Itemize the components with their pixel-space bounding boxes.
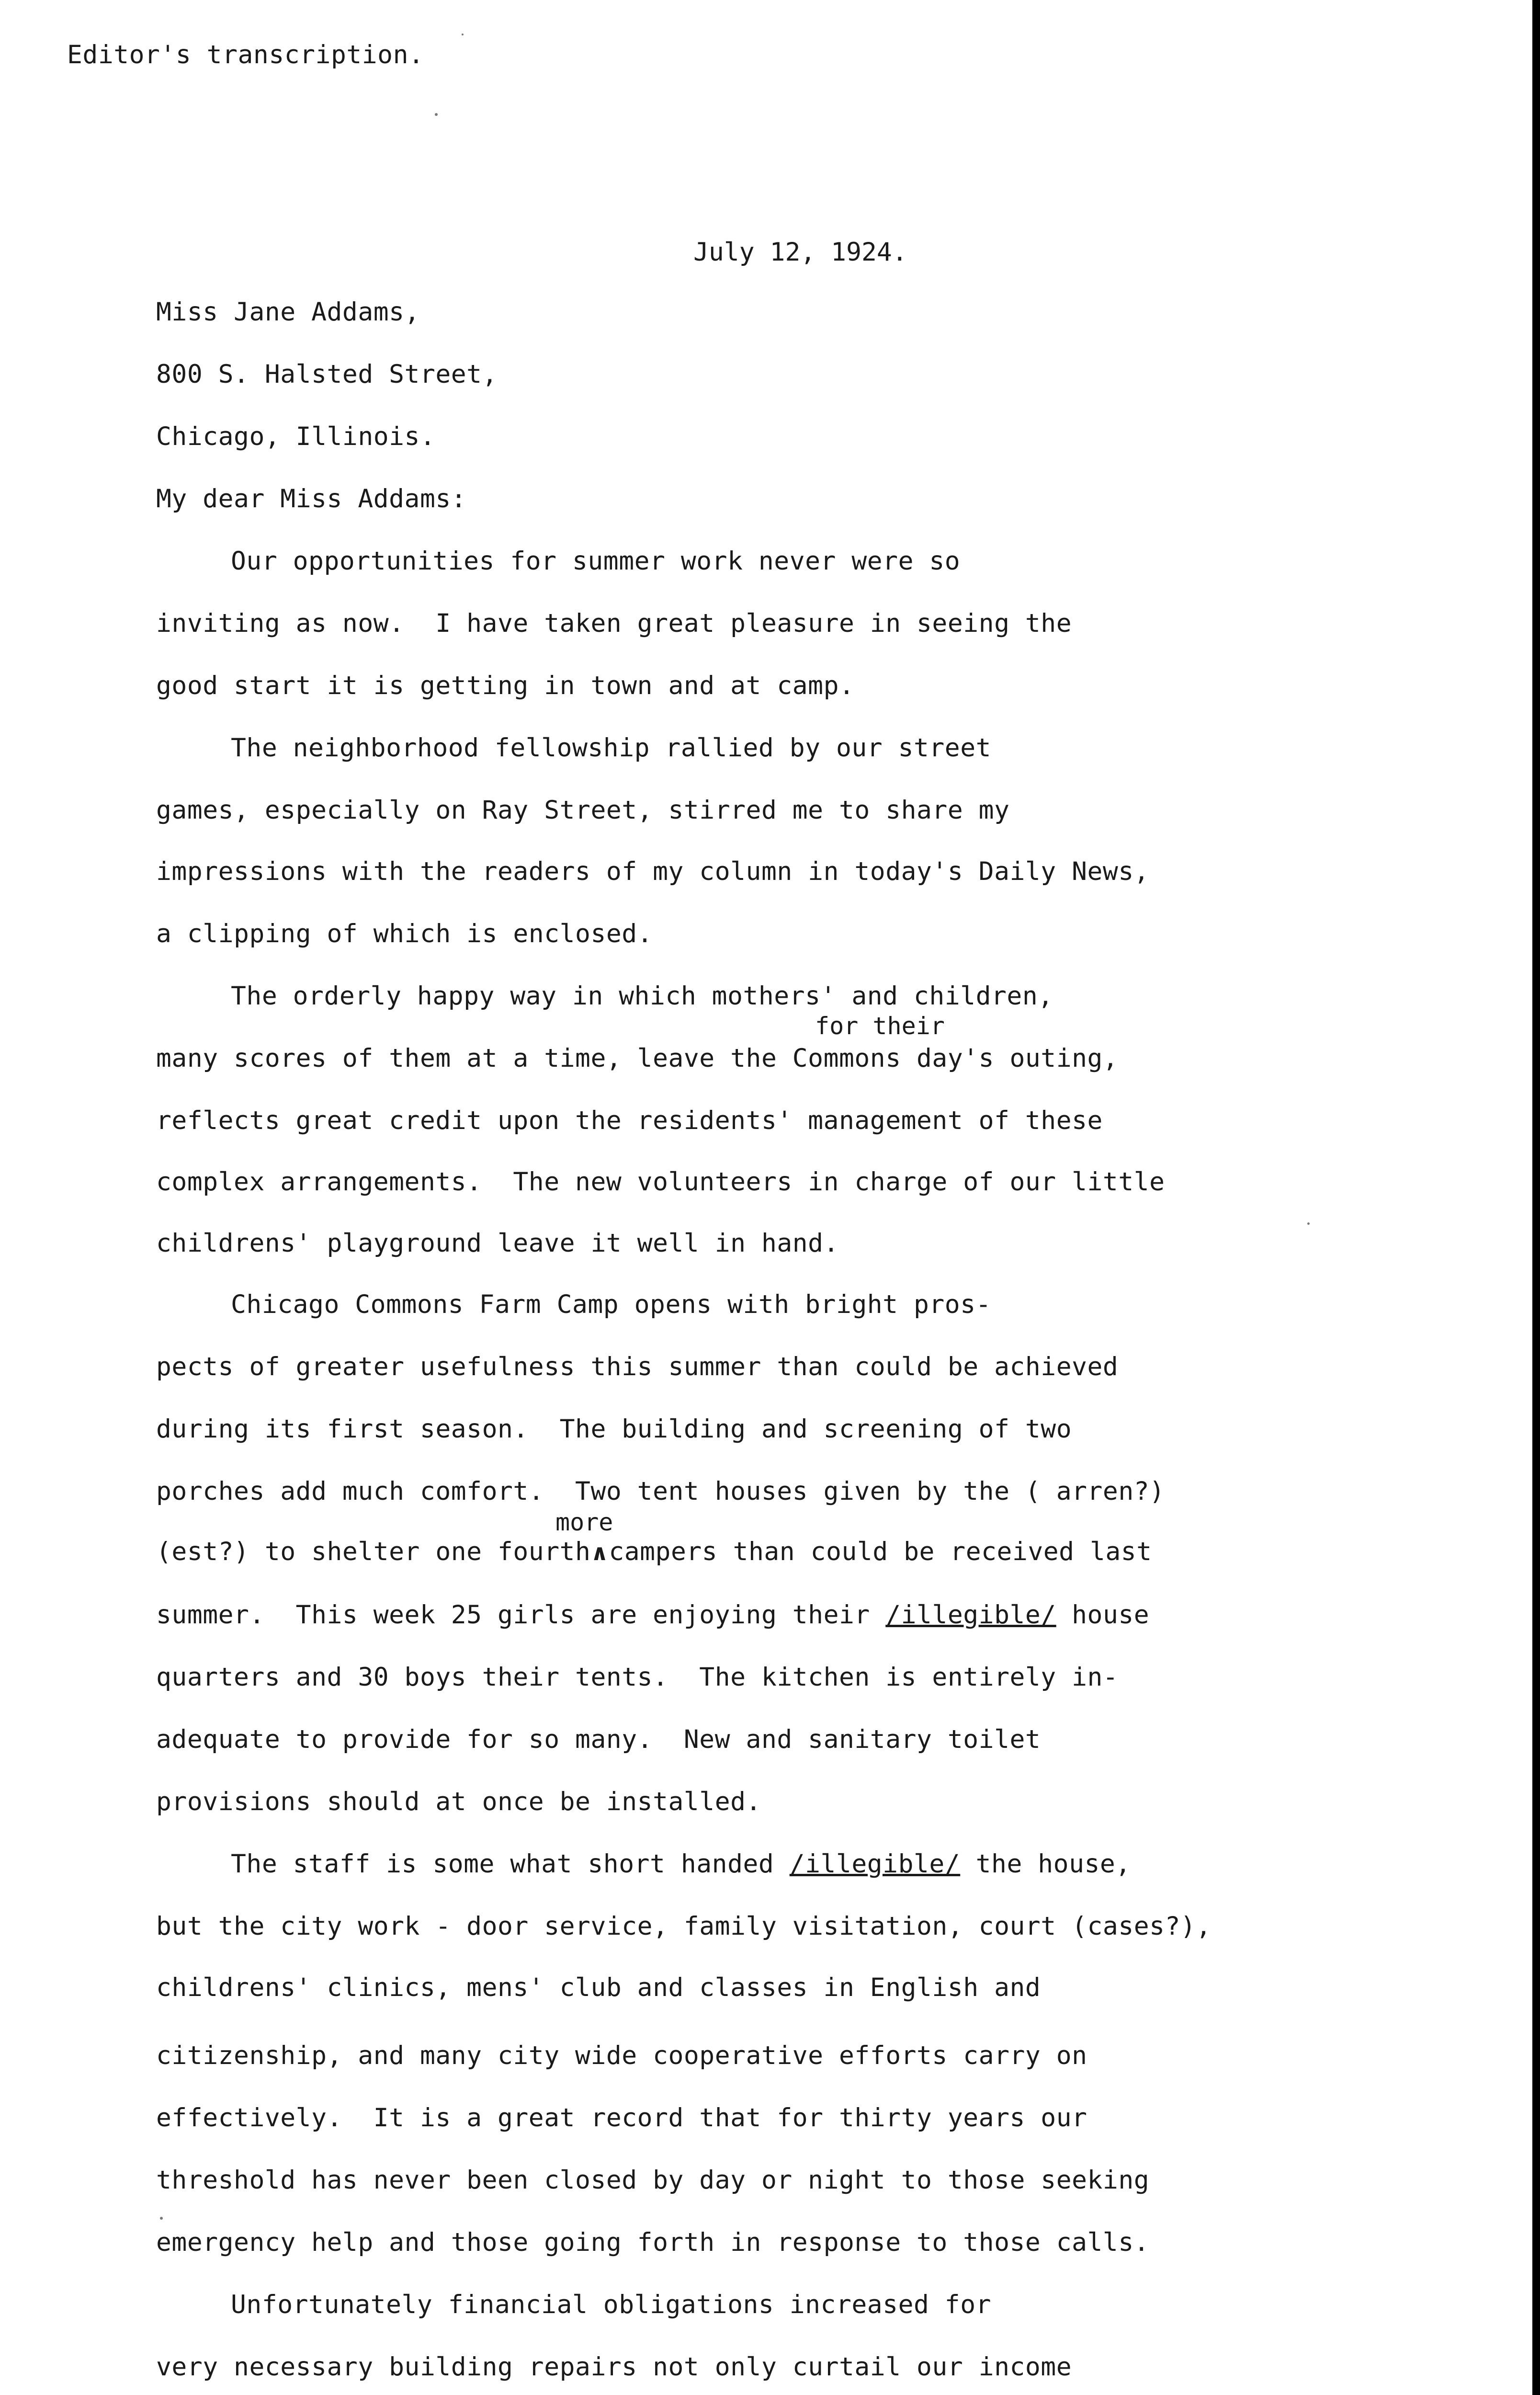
body-line: complex arrangements. The new volunteers in charge of our little: [156, 1167, 1165, 1197]
scan-speck: [462, 34, 464, 35]
body-line: citizenship, and many city wide cooperative efforts carry on: [156, 2041, 1087, 2070]
body-line: pects of greater usefulness this summer than could be achieved: [156, 1352, 1119, 1381]
body-line: childrens' playground leave it well in hand.: [156, 1229, 839, 1258]
body-line: The neighborhood fellowship rallied by our street: [231, 733, 992, 763]
body-line: impressions with the readers of my column in today's Daily News,: [156, 857, 1150, 886]
insertion-caret: ∧: [590, 1540, 609, 1565]
interlinear-insertion: more: [555, 1508, 613, 1536]
body-line-segment: (est?) to shelter one fourth: [156, 1537, 591, 1566]
body-line: [156, 1601, 1149, 1630]
scan-speck: [1307, 1222, 1310, 1225]
letter-date: July 12, 1924.: [693, 238, 907, 267]
body-line: a clipping of which is enclosed.: [156, 919, 653, 948]
body-line: emergency help and those going forth in response to those calls.: [156, 2228, 1150, 2257]
body-line: Unfortunately financial obligations increased for: [231, 2290, 992, 2319]
body-line: good start it is getting in town and at camp.: [156, 671, 855, 700]
body-line: reflects great credit upon the residents' management of these: [156, 1106, 1103, 1135]
body-line: provisions should at once be installed.: [156, 1787, 761, 1816]
body-line: porches add much comfort. Two tent houses given by the ( arren?): [156, 1477, 1165, 1506]
body-line-segment: house: [1056, 1600, 1150, 1630]
body-line-segment: The staff is some what short handed: [231, 1849, 790, 1879]
scan-speck: [435, 113, 438, 116]
body-line: [156, 1538, 1152, 1567]
body-line: Chicago Commons Farm Camp opens with bright pros-: [231, 1290, 992, 1319]
illegible-mark: /illegible/: [885, 1600, 1056, 1630]
body-line: during its first season. The building and screening of two: [156, 1414, 1072, 1444]
scan-speck: [160, 2217, 163, 2220]
body-line: [231, 1850, 1131, 1879]
editor-note: Editor's transcription.: [67, 40, 424, 69]
body-line: effectively. It is a great record that for thirty years our: [156, 2103, 1087, 2133]
recipient-city: Chicago, Illinois.: [156, 422, 436, 451]
body-line: The orderly happy way in which mothers' and children,: [231, 981, 1053, 1011]
body-line-segment: campers than could be received last: [609, 1537, 1152, 1566]
body-line: but the city work - door service, family visitation, court (cases?),: [156, 1912, 1212, 1941]
body-line-segment: summer. This week 25 girls are enjoying their: [156, 1600, 886, 1630]
body-line: quarters and 30 boys their tents. The kitchen is entirely in-: [156, 1663, 1119, 1692]
illegible-mark: /illegible/: [789, 1849, 961, 1879]
body-line: threshold has never been closed by day or night to those seeking: [156, 2166, 1150, 2195]
body-line-segment: the house,: [960, 1849, 1131, 1879]
recipient-name: Miss Jane Addams,: [156, 297, 420, 327]
body-line: Our opportunities for summer work never were so: [231, 547, 961, 576]
recipient-street: 800 S. Halsted Street,: [156, 360, 498, 389]
body-line: inviting as now. I have taken great pleasure in seeing the: [156, 609, 1072, 638]
interlinear-insertion: for their: [815, 1012, 945, 1040]
body-line: adequate to provide for so many. New and sanitary toilet: [156, 1725, 1041, 1754]
body-line: many scores of them at a time, leave the Commons day's outing,: [156, 1044, 1119, 1073]
body-line: childrens' clinics, mens' club and classes in English and: [156, 1973, 1041, 2002]
body-line: games, especially on Ray Street, stirred me to share my: [156, 796, 1010, 825]
salutation: My dear Miss Addams:: [156, 484, 467, 513]
body-line: very necessary building repairs not only curtail our income: [156, 2352, 1072, 2382]
